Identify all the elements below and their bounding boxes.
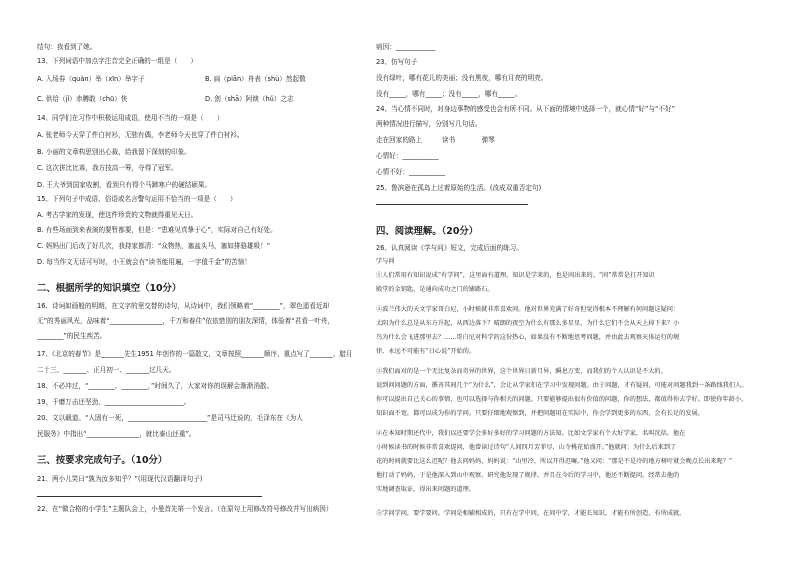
question-20-cont: 民服务》中指出“________________，就比泰山还重”。 xyxy=(37,430,196,438)
question-24-cont: 两种情况进行描写，分别写几句话。 xyxy=(376,120,482,128)
question-21: 21、两小儿笑曰“孰为汝多知乎？”(用现代汉语翻译句子) xyxy=(37,475,203,483)
passage-title: 学与问 xyxy=(376,258,395,265)
passage-line: 你可以提出自己关心的事情，也可以选择与你相关的问题。只要能够提出很有价值的问题，你的想法，都值得你去学好。即使你年龄小， xyxy=(376,396,748,403)
answer-line-25 xyxy=(376,204,528,205)
option-13b: B. 扁（piān）舟表（shù）然起敬 xyxy=(205,75,306,83)
question-13: 13、下列词语中加点字注音完全正确的一组是（ ） xyxy=(37,57,198,65)
question-24: 24、当心情不同时，对身边事物的感受也会有所不同。从下面的情境中选择一个，就心情“好”与“不好” xyxy=(376,105,675,113)
question-18: 18、不必冲过，“________、________，”时间久了，大家对你的误解会渐渐消散。 xyxy=(37,382,274,390)
question-17-cont: 二十三、_______、正月初一、_______过几天。 xyxy=(37,366,176,374)
question-24-bad: 心情不好：___________ xyxy=(376,168,446,176)
question-22-cause: 病因：____________ xyxy=(376,43,436,51)
question-24-good: 心情好：___________ xyxy=(376,152,439,160)
question-22: 22、在“做合格的小学生”主题队会上，小曼首先第一个发言。（在原句上用修改符号修改并写出病因） xyxy=(37,505,333,513)
passage-line: ①人们常用有知识说成“有学问”，这里面有道理。知识是学来的，也是问出来的。“问”常常是打开知识 xyxy=(376,272,655,279)
option-14d: D. 王大爷到国家收割，看到只有得个马蹄寒户的硬结硕果。 xyxy=(37,181,212,189)
passage-line: ②波兰伟大的天文学家哥白尼，小时候就非常喜欢问。他对世界充满了好奇但觉得根本不理解有何问题这疑问： xyxy=(376,306,680,313)
option-14b: B. 小丽的文章构思别出心裁，给我留下深刻的印象。 xyxy=(37,148,191,156)
passage-line: 说到问问题的方面，循善其间几个“为什么”，会让从学家们在学习中发现问题。由于问题，才有疑问，可能对问题我到一条路线我们人。 xyxy=(376,382,748,389)
option-13d: D. 刽（shā）阿谀（hǔ）之志 xyxy=(205,95,294,103)
section-2-title: 二、根据所学的知识填空（10分） xyxy=(37,283,182,294)
option-13c: C. 供给（jǐ）赤膊敢（chū）快 xyxy=(37,95,128,103)
passage-line: 太阳为什么总是从东方升起，从西边落下？晴朗的夜空为什么有那么多星星，为什么它们不会从天上掉下来？小 xyxy=(376,320,680,327)
question-23-blank: 没有_____，哪有_____；没有_____，哪有_____。 xyxy=(376,90,522,98)
answer-line-21 xyxy=(37,496,262,497)
passage-line: ④在本知时期还代中，我们以还要学会多好多好的学习问题的方法知。比如文学家有个大好学家，名叫沈括。他在 xyxy=(376,430,686,437)
passage-line: ③我们面对的是一个无比复杂而奇异的世界，这个世界日新月异，瞬息万变，而我们的个人认识是不大的。 xyxy=(376,368,667,375)
passage-line: 他打动了妈妈，于是他深入到山中观察，研究他发现了规律。并且在今后的学习中，他还不断提问，经常去他的 xyxy=(376,472,680,479)
passage-line: 实地调查取证，得出来问题的道理。 xyxy=(376,486,475,493)
section-4-title: 四、阅读理解。（20分） xyxy=(376,226,479,237)
question-20: 20、文以载道。“人固有一死，________________________”是司马迁说的，毛泽东在《为人 xyxy=(37,414,303,422)
question-24-options: 走在回家的路上 读书 弹琴 xyxy=(376,136,495,144)
question-17: 17、《北京的春节》是_______先生1951 年创作的一篇散文，文章按照_______顺序，重点写了_______、腊月 xyxy=(37,350,353,358)
section-3-title: 三、按要求完成句子。（10分） xyxy=(37,455,168,466)
option-14a: A. 张老师今天穿了件白衬衫，无独有偶，李老师今天也穿了件白衬衫。 xyxy=(37,131,244,139)
question-25: 25、鲁滨逊在孤岛上过着原始的生活。(改成双重否定句) xyxy=(376,184,542,192)
passage-line: 律，永远不可能有“日心说”开始的。 xyxy=(376,348,476,355)
question-16: 16、诗词如画般的明朗，在文字的里交替的诗句，从诗词中，我们领略着“________”，翠色遥看近却 xyxy=(37,302,330,310)
question-14: 14、同学们在习作中积极运用成语，使用不当的一项是（ ） xyxy=(37,114,224,122)
passage-line: ⑤学问学问，要学要问。学问是相辅相成的，只有在学中问，在问中学，才能长知识，才能有所创造，有所成就。 xyxy=(376,510,686,517)
question-26: 26、认真阅读《学与问》短文，完成后面的练习。 xyxy=(376,244,523,252)
option-14c: C. 这次拼比比赛，我方技高一筹，夺得了冠军。 xyxy=(37,164,178,172)
passage-line: 鸟为什么会飞进那里去？……哥白尼对科学的这份热心，如果没有不断地思考问题，并由此去观察天体运行的规 xyxy=(376,334,680,341)
passage-line: 花的时间就要比这么迟呢？他去问妈妈，妈妈说：“山里冷，所以开得迟嘛。”他又问：“那是不是冷的地方树叶就会晚点长出来呢？” xyxy=(376,458,733,465)
passage-line: 小时候读书的时候非常喜欢提问，他曾读过诗句“人间四月芳菲尽，山寺桃花始盛开。”他就问：为什么后来到了 xyxy=(376,444,677,451)
option-15c: C. 妈妈出门后改了好几次，我持家都清：“众物热，塞盆头马，塞如排骆雄吸！” xyxy=(37,242,271,250)
option-15a: A. 考古学家的发现，使这件珍贵的文物就得重见天日。 xyxy=(37,211,198,219)
question-16-end: ________”的民生疾苦。 xyxy=(37,332,107,340)
question-19: 19、千磨万击还坚劲，________________________。 xyxy=(37,398,191,406)
question-23-example: 没有绿叶，哪有花儿的美丽；没有黑夜，哪有月亮的明亮。 xyxy=(376,74,548,82)
question-16-cont: 无”的秀丽风光，品味着“________________，千万和春住”依依惜别的朋友深情，体验着“君看一叶舟， xyxy=(37,317,335,325)
option-15d: D. 每当作文无话可写时，小王就会有“读书能用遍，一字值千金”的苦恼！ xyxy=(37,258,251,266)
passage-line: 知识面不宽，都可以成为你的学问。只要仔细地观察到，并把问题用在实际中，你会学到更多的东西，会有长足的发展。 xyxy=(376,410,704,417)
passage-line: 殿堂的金钥匙，是通向成功之门的铺路石。 xyxy=(376,286,494,293)
passage-tail: 结句：我看到了她。 xyxy=(37,43,97,51)
question-23: 23、仿写句子 xyxy=(376,58,418,66)
option-15b: B. 有些场面到来表演的要暂都要，但是：“患难见真挚于心”，实际对自己有好处。 xyxy=(37,226,277,234)
option-13a: A. 入场券（quàn）举（xīn）举字子 xyxy=(37,75,145,83)
question-15: 15、下列句子中成语、俗语或名言警句运用不恰当的一项是（ ） xyxy=(37,195,237,203)
